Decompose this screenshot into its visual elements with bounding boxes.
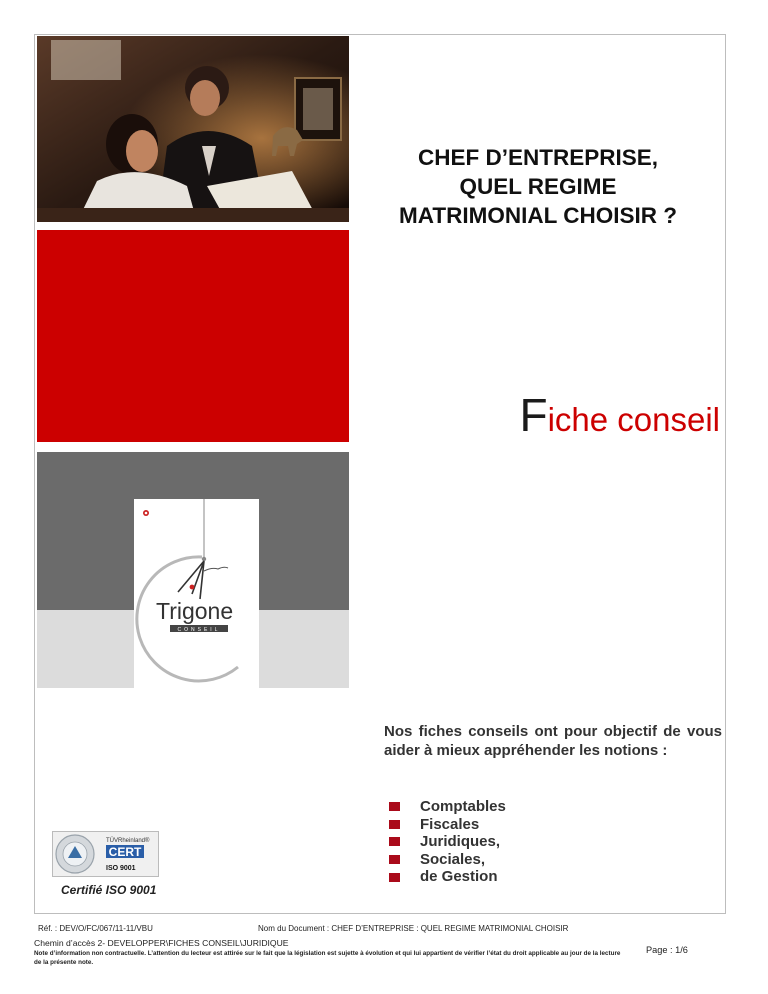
list-item <box>389 816 506 834</box>
logo-wordmark: Trigone <box>156 598 234 624</box>
square-bullet-icon <box>389 837 400 846</box>
trigone-logo <box>134 499 259 689</box>
red-banner <box>37 230 349 442</box>
document-name-text: Nom du Document : CHEF D’ENTREPRISE : QUEL REGIME MATRIMONIAL CHOISIR <box>258 924 569 933</box>
iso-certification-badge <box>52 831 159 877</box>
notion-label: Fiscales <box>420 815 480 833</box>
fiche-rest: iche conseil <box>547 401 720 438</box>
square-bullet-icon <box>389 873 400 882</box>
cover-photo <box>37 36 349 222</box>
notions-list <box>389 798 506 886</box>
disclaimer-note: Note d’information non contractuelle. L’attention du lecteur est attirée sur le fait que la législation est sujette à évolution et qui lui appartient de vérifier l’état du droit applicable au jour de la lecture de la présente note. <box>34 950 621 966</box>
fiche-conseil-heading <box>519 388 720 442</box>
notion-label: Comptables <box>420 798 506 815</box>
title-line-2: QUEL REGIME <box>459 174 617 199</box>
iso-label: ISO 9001 <box>106 865 136 872</box>
list-item <box>389 868 506 886</box>
square-bullet-icon <box>389 855 400 864</box>
notion-label: Sociales, <box>420 850 486 868</box>
intro-paragraph: Nos fiches conseils ont pour objectif de vous aider à mieux appréhender les notions : <box>384 723 722 759</box>
reference-text: Réf. : DEV/O/FC/067/11-11/VBU <box>38 924 153 933</box>
access-path-text: Chemin d’accès 2- DEVELOPPER\FICHES CONSEIL\JURIDIQUE <box>34 938 289 948</box>
page-number: Page : 1/6 <box>646 945 688 955</box>
title-line-3: MATRIMONIAL CHOISIR ? <box>399 203 677 228</box>
tuv-brand-label: TÜVRheinland® <box>106 838 150 844</box>
title-line-1: CHEF D’ENTREPRISE, <box>417 145 659 170</box>
notion-label: Juridiques, <box>420 833 501 851</box>
square-bullet-icon <box>389 820 400 829</box>
list-item <box>389 833 506 851</box>
notion-label: de Gestion <box>420 868 498 886</box>
list-item <box>389 798 506 816</box>
document-title <box>352 143 724 230</box>
list-item <box>389 851 506 869</box>
cert-label: CERT <box>108 845 142 859</box>
fiche-initial: F <box>519 389 548 441</box>
logo-tagline: CONSEIL <box>177 627 221 633</box>
square-bullet-icon <box>389 802 400 811</box>
certification-caption: Certifié ISO 9001 <box>61 883 157 897</box>
